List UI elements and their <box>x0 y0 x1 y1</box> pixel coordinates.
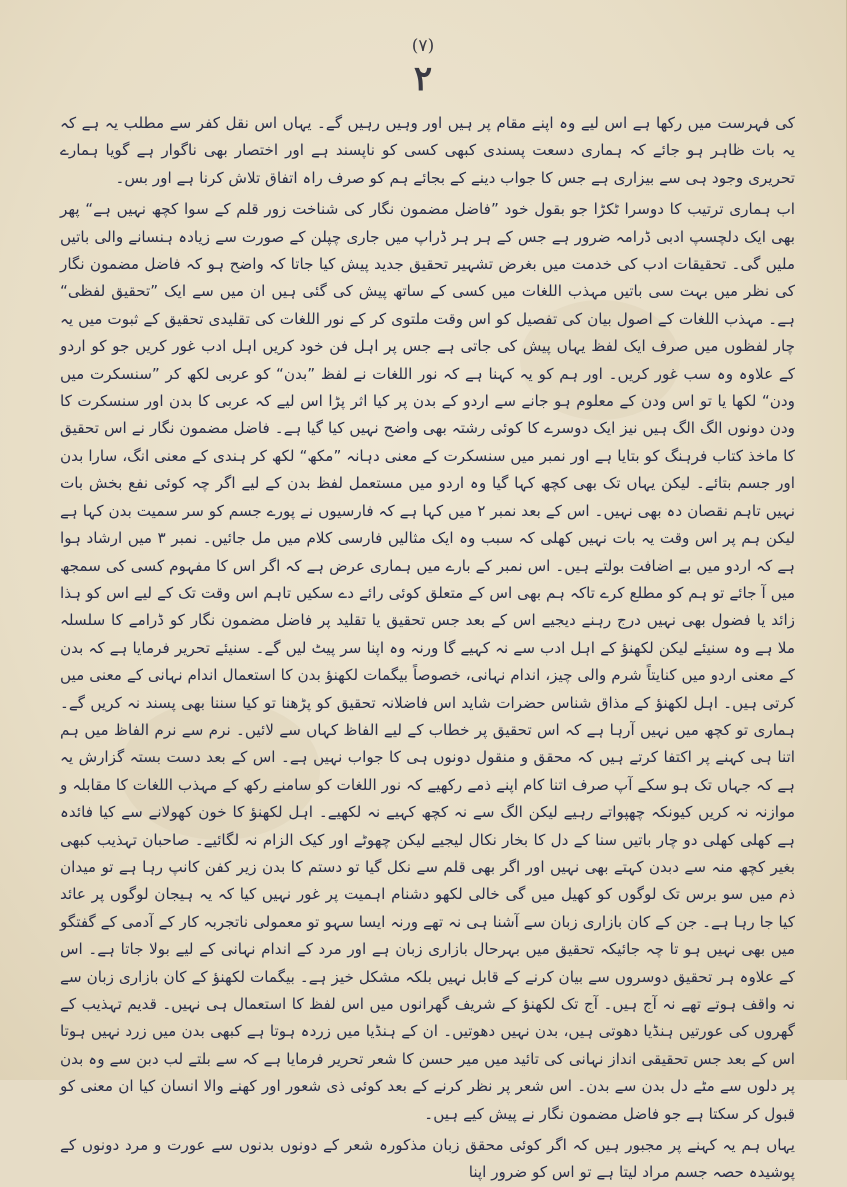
paragraph-1: کی فہرست میں رکھا ہے اس لیے وہ اپنے مقام پر ہیں اور وہیں رہیں گے۔ یہاں اس نقل کفر سے مطلب یہ ہے کہ یہ بات ظاہر ہو جائے کہ ہماری دسعت پسندی کبھی کسی کو ناپسند ہے اور اختصار بھی ناگوار ہے گویا ہمارے تحریری وجود ہی سے بیزاری ہے جس کا جواب دینے کے بجائے ہم کو صرف راہ اتفاق تلاش کرنا ہے اور بس۔ <box>60 114 795 187</box>
page-number-bracketed: (٧) <box>411 36 435 56</box>
article-body <box>60 110 795 1182</box>
page-number: ٢ <box>413 59 433 99</box>
paragraph-2: اب ہماری ترتیب کا دوسرا ٹکڑا جو بقول خود ”فاضل مضمون نگار کی شناخت زور قلم کے سوا کچھ نہیں ہے“ پھر بھی ایک دلچسپ ادبی ڈرامہ ضرور ہے جس کے ہر ہر ڈراپ میں جاری چپلن کے صورت سے زیادہ ہنسانے والی باتیں ملیں گی۔ تحقیقات ادب کی خدمت میں بغرض تشہیر تحقیق جدید پیش کیا جاتا کہ واضح ہو کہ فاضل مضمون نگار کی نظر میں بہت سی باتیں مہذب اللغات میں کسی کے ساتھ پیش کی گئی ہیں ان میں سے ایک ”تحقیق لفظی“ ہے۔ مہذب اللغات کے اصول بیان کی تفصیل کو اس وقت ملتوی کر کے نور اللغات کی تقلیدی تحقیق کے ثبوت میں یہ چار لفظوں میں صرف ایک لفظ یہاں پیش کی جاتی ہے جس پر اہل فن خود کریں اہل ادب غور کریں جو کو اردو کے علاوہ وہ سب غور کریں۔ اور ہم کو یہ کہنا ہے کہ نور اللغات نے لفظ ”بدن“ کو عربی لکھ کر ”سنسکرت میں ودن“ لکھا یا تو اس ودن کے معلوم ہو جانے سے اردو کے بدن پر کیا اثر پڑا اس لیے کہ عربی کا بدن اور سنسکرت کا ودن دونوں الگ الگ ہیں نیز ایک دوسرے کا کوئی رشتہ بھی واضح نہیں کیا گیا ہے۔ فاضل مضمون نگار نے اس تحقیق کا ماخذ کتاب فرہنگ کو بتایا ہے اور نمبر میں سنسکرت کے معنی دہانہ ”مکھ“ لکھ کر ہندی کے معنی انگ، سارا بدن اور جسم بتائے۔ لیکن یہاں تک بھی کچھ کہا گیا وہ اردو میں مستعمل لفظ بدن کے لیے اگر چہ کوئی نفع بخش بات نہیں تاہم نقصان دہ بھی نہیں۔ اس کے بعد نمبر ۲ میں کہا ہے کہ فارسیوں نے پورے جسم کو سر سمیت بدن کہا ہے لیکن ہم پر اس وقت یہ بات نہیں کھلی کہ سبب وہ ایک مثالیں فارسی کلام میں مل جائیں۔ نمبر ۳ میں ارشاد ہوا ہے کہ اردو میں بے اضافت بولتے ہیں۔ اس نمبر کے بارے میں ہماری عرض ہے کہ اگر اس کا مفہوم کسی کی سمجھ میں آ جائے تو ہم کو مطلع کرے تاکہ ہم بھی اس کے متعلق کوئی رائے دے سکیں تاہم اس وقت تک کے لیے اس کو ہذا زائد یا فضول بھی نہیں درج رہنے دیجیے اس کے بعد جس تحقیق یا تقلید پر فاضل مضمون نگار کو ڈرامے کا سلسلہ ملا ہے وہ سنیئے لیکن لکھنؤ کے اہل ادب سے نہ کہیے گا ورنہ وہ اپنا سر پیٹ لیں گے۔ سنیئے تحریر فرمایا ہے کہ بدن کے معنی اردو میں کنایتاً شرم والی چیز، اندام نہانی، خصوصاً بیگمات لکھنؤ بدن کا استعمال اندام نہانی کے معنی میں کرتی ہیں۔ اہل لکھنؤ کے مذاق شناس حضرات شاید اس فاضلانہ تحقیق کو پڑھنا تو کیا سننا بھی پسند نہ کریں گے۔ ہماری تو کچھ میں نہیں آرہا ہے کہ اس تحقیق پر خطاب کے لیے الفاظ کہاں سے لائیں۔ نرم سے نرم الفاظ میں ہم اتنا ہی کہنے پر اکتفا کرتے ہیں کہ محقق و منقول دونوں ہی کا جواب نہیں ہے۔ اس کے بعد دست بستہ گزارش یہ ہے کہ جہاں تک ہو سکے آپ صرف اتنا کام اپنے ذمے رکھیے کہ نور اللغات کو سامنے رکھ کے مہذب اللغات کا مقابلہ و موازنہ نہ کریں کیونکہ چھپواتے رہیے لیکن الگ سے نہ کچھ کہیے نہ لکھیے۔ اہل لکھنؤ کا خون کھولانے سے کیا فائدہ ہے کھلی کھلی دو چار باتیں سنا کے دل کا بخار نکال لیجیے لیکن چھوٹے اور کیک الزام نہ لگائیے۔ صاحبان تہذیب کبھی بغیر کچھ منہ سے دبدن کہتے بھی نہیں اور اگر بھی قلم سے نکل گیا تو دستم کا بدن زیر کفن کانپ رہا ہے تو میدان ذم میں سو برس تک لوگوں کو کھیل میں گی خالی لکھو دشنام اہمیت پر غور نہیں کیا کہ یہ ہیجان لوگوں پر عائد کیا جا رہا ہے۔ جن کے کان بازاری زبان سے آشنا ہی نہ تھے ورنہ ایسا سہو تو معمولی ناتجربہ کار کے آدمی کے گفتگو میں بھی نہیں ہو تا چہ جائیکہ تحقیق میں بہرحال بازاری زبان ہے اور مرد کے اندام نہانی کے لیے بولا جاتا ہے۔ اس کے علاوہ ہر تحقیق دوسروں سے بیان کرنے کے قابل نہیں بلکہ مشکل خیز ہے۔ بیگمات لکھنؤ کے کان بازاری زبان سے نہ واقف ہوتے تھے نہ آج ہیں۔ آج تک لکھنؤ کے شریف گھرانوں میں اس لفظ کا استعمال ہی نہیں۔ قدیم تہذیب کے گھروں کی عورتیں ہنڈیا دھوتی ہیں، بدن نہیں دھوتیں۔ ان کے ہنڈیا میں زردہ ہوتا ہے کبھی بدن میں زرد نہیں ہوتا اس کے بعد جس تحقیقی انداز نہانی کی تائید میں میر حسن کا شعر تحریر فرمایا ہے کہ سے بلتے لب دبن سے وہ بدن پر دلوں سے مٹے دل بدن سے بدن۔ اس شعر پر نظر کرنے کے بعد کوئی ذی شعور اور کھنے والا انسان کیا ان معنی کو قبول کر سکتا ہے جو فاضل مضمون نگار نے پیش کیے ہیں۔ <box>60 200 795 1123</box>
page-header <box>0 36 846 99</box>
paragraph-3: یہاں ہم یہ کہنے پر مجبور ہیں کہ اگر کوئی محقق زبان مذکورہ شعر کے دونوں بدنوں سے عورت و مرد دونوں کے پوشیدہ حصہ جسم مراد لیتا ہے تو اس کو ضرور اپنا <box>60 1136 795 1182</box>
